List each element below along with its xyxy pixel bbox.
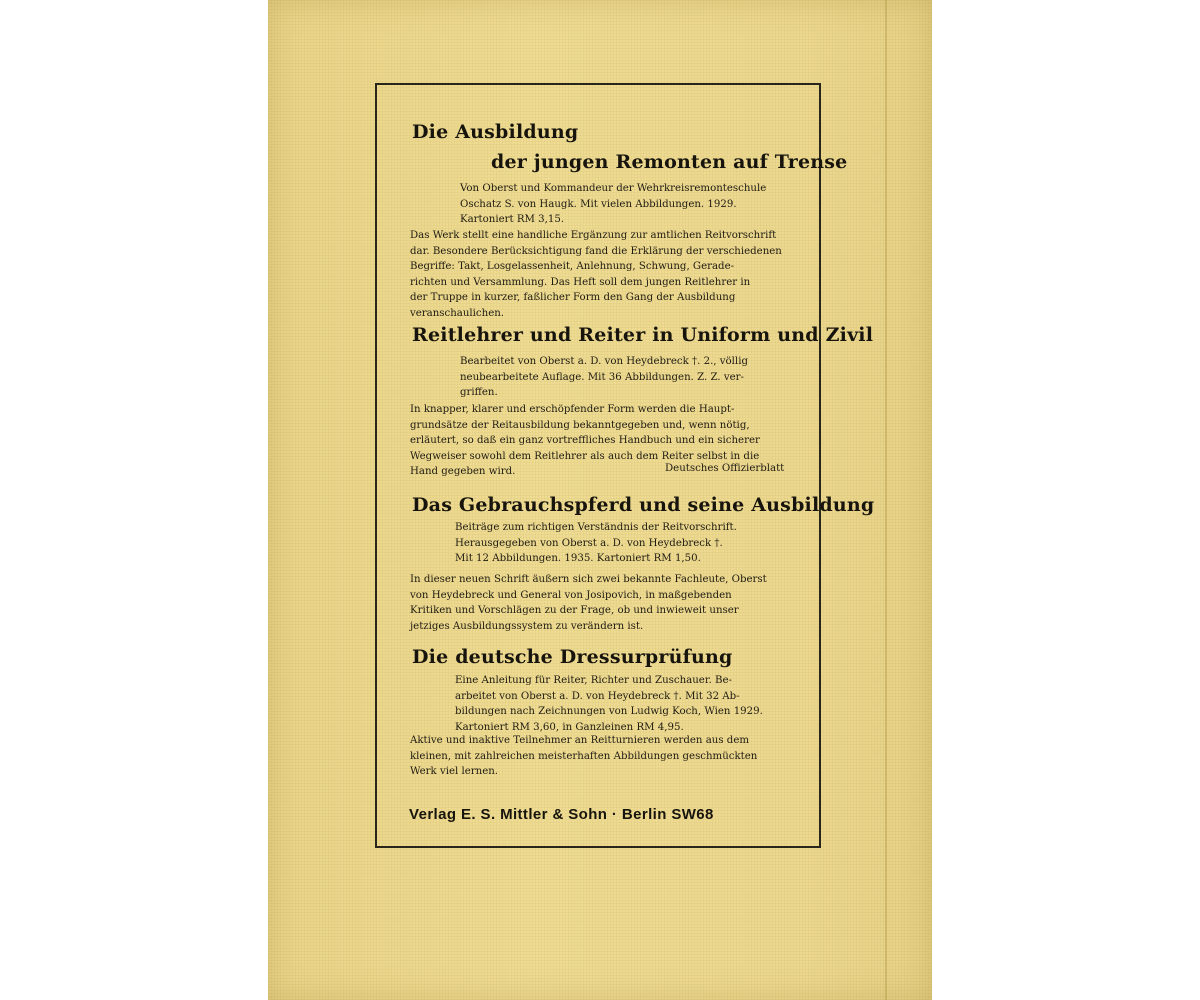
book-4-description: Aktive und inaktive Teilnehmer an Reitturnieren werden aus dem kleinen, mit zahlreichen meisterhaften Abbildungen geschmückten Werk viel lernen. <box>410 735 758 778</box>
book-2-meta: Bearbeitet von Oberst a. D. von Heydebreck †. 2., völlig neubearbeitete Auflage. Mit 36 Abbildungen. Z. Z. ver- griffen. <box>460 356 748 399</box>
book-4-title: Die deutsche Dressurprüfung <box>412 646 733 668</box>
publisher-imprint: Verlag E. S. Mittler & Sohn · Berlin SW68 <box>409 806 714 823</box>
book-3-meta: Beiträge zum richtigen Verständnis der Reitvorschrift. Herausgegeben von Oberst a. D. von Heydebreck †. Mit 12 Abbildungen. 1935. Kartoniert RM 1,50. <box>455 522 737 565</box>
book-1-title-line-2: der jungen Remonten auf Trense <box>491 151 848 173</box>
book-3-description: In dieser neuen Schrift äußern sich zwei bekannte Fachleute, Oberst von Heydebreck und General von Josipovich, in maßgebenden Kritiken und Vorschlägen zu der Frage, ob und inwieweit unser jetziges Ausbildungssystem zu verändern ist. <box>410 574 767 632</box>
book-back-cover <box>268 0 932 1000</box>
book-2-review-source: Deutsches Offizierblatt <box>665 463 785 474</box>
book-2-title: Reitlehrer und Reiter in Uniform und Zivil <box>412 324 874 346</box>
cover-fold-line <box>885 0 887 1000</box>
book-1-description: Das Werk stellt eine handliche Ergänzung zur amtlichen Reitvorschrift dar. Besondere Berücksichtigung fand die Erklärung der verschiedenen Begriffe: Takt, Losgelassenheit, Anlehnung, Schwung, Gerade- richten und Versammlung. Das Heft soll dem jungen Reitlehrer in der Truppe in kurzer, faßlicher Form den Gang der Ausbildung veranschaulichen. <box>410 230 782 319</box>
book-4-meta: Eine Anleitung für Reiter, Richter und Zuschauer. Be- arbeitet von Oberst a. D. von Heydebreck †. Mit 32 Ab- bildungen nach Zeichnungen von Ludwig Koch, Wien 1929. Kartoniert RM 3,60, in Ganzleinen RM 4,95. <box>455 675 763 733</box>
book-3-title: Das Gebrauchspferd und seine Ausbildung <box>412 494 875 516</box>
book-1-title-line-1: Die Ausbildung <box>412 121 579 143</box>
book-2-description: In knapper, klarer und erschöpfender Form werden die Haupt- grundsätze der Reitausbildung bekanntgegeben und, wenn nötig, erläutert, so daß ein ganz vortreffliches Handbuch und ein sicherer Wegweiser sowohl dem Reitlehrer als auch dem Reiter selbst in die Hand gegeben wird. <box>410 404 760 478</box>
book-1-meta: Von Oberst und Kommandeur der Wehrkreisremonteschule Oschatz S. von Haugk. Mit vielen Abbildungen. 1929. Kartoniert RM 3,15. <box>460 183 767 226</box>
